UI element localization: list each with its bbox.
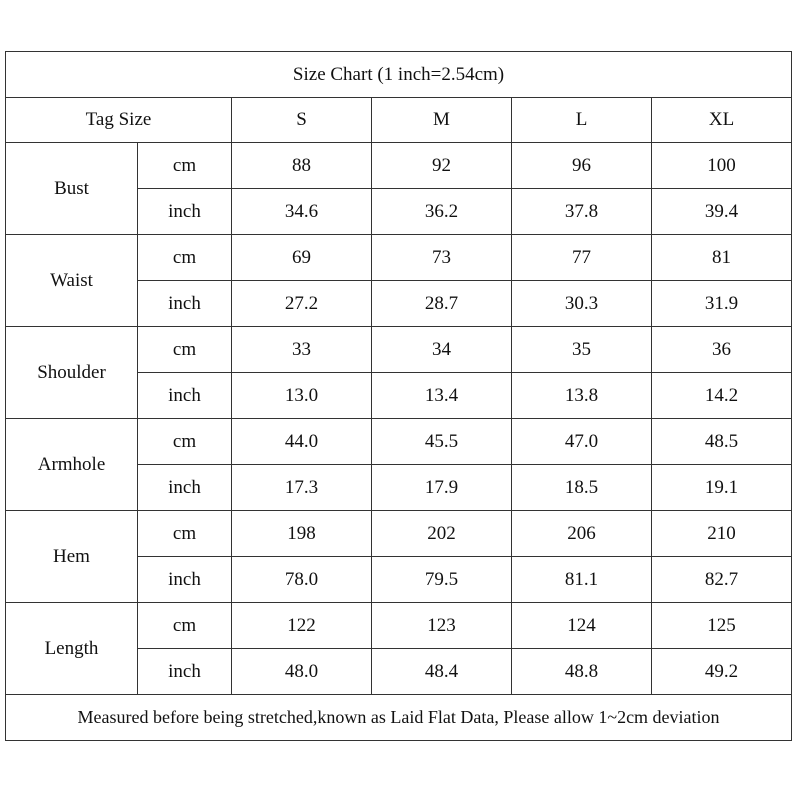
cell-length-inch-l: 48.8 <box>512 649 652 695</box>
cell-bust-inch-xl: 39.4 <box>652 189 792 235</box>
cell-length-inch-m: 48.4 <box>372 649 512 695</box>
cell-length-cm-s: 122 <box>232 603 372 649</box>
cell-length-cm-xl: 125 <box>652 603 792 649</box>
measurement-label-length: Length <box>6 603 138 695</box>
unit-label-inch: inch <box>138 189 232 235</box>
cell-length-cm-m: 123 <box>372 603 512 649</box>
cell-bust-cm-s: 88 <box>232 143 372 189</box>
cell-shoulder-cm-l: 35 <box>512 327 652 373</box>
cell-shoulder-inch-s: 13.0 <box>232 373 372 419</box>
chart-title: Size Chart (1 inch=2.54cm) <box>6 52 792 98</box>
size-header-m: M <box>372 98 512 143</box>
cell-bust-cm-l: 96 <box>512 143 652 189</box>
unit-label-inch: inch <box>138 557 232 603</box>
cell-bust-inch-m: 36.2 <box>372 189 512 235</box>
unit-label-inch: inch <box>138 465 232 511</box>
cell-armhole-cm-l: 47.0 <box>512 419 652 465</box>
cell-armhole-cm-xl: 48.5 <box>652 419 792 465</box>
cell-shoulder-cm-xl: 36 <box>652 327 792 373</box>
footer-note: Measured before being stretched,known as Laid Flat Data, Please allow 1~2cm deviation <box>6 695 792 741</box>
cell-hem-cm-m: 202 <box>372 511 512 557</box>
cell-waist-inch-xl: 31.9 <box>652 281 792 327</box>
cell-shoulder-inch-m: 13.4 <box>372 373 512 419</box>
cell-hem-cm-s: 198 <box>232 511 372 557</box>
cell-armhole-cm-m: 45.5 <box>372 419 512 465</box>
cell-length-inch-xl: 49.2 <box>652 649 792 695</box>
table-row-armhole-cm <box>6 419 792 465</box>
cell-hem-cm-xl: 210 <box>652 511 792 557</box>
cell-length-inch-s: 48.0 <box>232 649 372 695</box>
title-row <box>6 52 792 98</box>
cell-hem-inch-s: 78.0 <box>232 557 372 603</box>
measurement-label-bust: Bust <box>6 143 138 235</box>
cell-shoulder-cm-m: 34 <box>372 327 512 373</box>
cell-shoulder-inch-xl: 14.2 <box>652 373 792 419</box>
cell-hem-inch-m: 79.5 <box>372 557 512 603</box>
cell-shoulder-inch-l: 13.8 <box>512 373 652 419</box>
table-row-length-cm <box>6 603 792 649</box>
size-header-s: S <box>232 98 372 143</box>
cell-waist-cm-xl: 81 <box>652 235 792 281</box>
table-row-hem-cm <box>6 511 792 557</box>
cell-hem-inch-xl: 82.7 <box>652 557 792 603</box>
table-row-waist-cm <box>6 235 792 281</box>
cell-length-cm-l: 124 <box>512 603 652 649</box>
measurement-label-shoulder: Shoulder <box>6 327 138 419</box>
cell-bust-cm-xl: 100 <box>652 143 792 189</box>
measurement-label-armhole: Armhole <box>6 419 138 511</box>
size-chart-body <box>6 52 792 741</box>
cell-bust-cm-m: 92 <box>372 143 512 189</box>
unit-label-cm: cm <box>138 235 232 281</box>
cell-bust-inch-s: 34.6 <box>232 189 372 235</box>
unit-label-cm: cm <box>138 143 232 189</box>
unit-label-inch: inch <box>138 649 232 695</box>
cell-hem-cm-l: 206 <box>512 511 652 557</box>
measurement-label-waist: Waist <box>6 235 138 327</box>
cell-armhole-inch-m: 17.9 <box>372 465 512 511</box>
cell-waist-cm-s: 69 <box>232 235 372 281</box>
unit-label-cm: cm <box>138 511 232 557</box>
tag-size-label: Tag Size <box>6 98 232 143</box>
cell-armhole-inch-l: 18.5 <box>512 465 652 511</box>
unit-label-cm: cm <box>138 327 232 373</box>
unit-label-cm: cm <box>138 603 232 649</box>
cell-hem-inch-l: 81.1 <box>512 557 652 603</box>
header-row <box>6 98 792 143</box>
unit-label-cm: cm <box>138 419 232 465</box>
size-header-l: L <box>512 98 652 143</box>
cell-bust-inch-l: 37.8 <box>512 189 652 235</box>
size-chart-table <box>5 51 792 741</box>
cell-armhole-cm-s: 44.0 <box>232 419 372 465</box>
cell-armhole-inch-s: 17.3 <box>232 465 372 511</box>
cell-waist-cm-m: 73 <box>372 235 512 281</box>
cell-waist-inch-s: 27.2 <box>232 281 372 327</box>
footer-row <box>6 695 792 741</box>
cell-waist-inch-m: 28.7 <box>372 281 512 327</box>
cell-waist-inch-l: 30.3 <box>512 281 652 327</box>
unit-label-inch: inch <box>138 281 232 327</box>
table-row-shoulder-cm <box>6 327 792 373</box>
table-row-bust-cm <box>6 143 792 189</box>
cell-armhole-inch-xl: 19.1 <box>652 465 792 511</box>
size-header-xl: XL <box>652 98 792 143</box>
cell-shoulder-cm-s: 33 <box>232 327 372 373</box>
cell-waist-cm-l: 77 <box>512 235 652 281</box>
measurement-label-hem: Hem <box>6 511 138 603</box>
unit-label-inch: inch <box>138 373 232 419</box>
